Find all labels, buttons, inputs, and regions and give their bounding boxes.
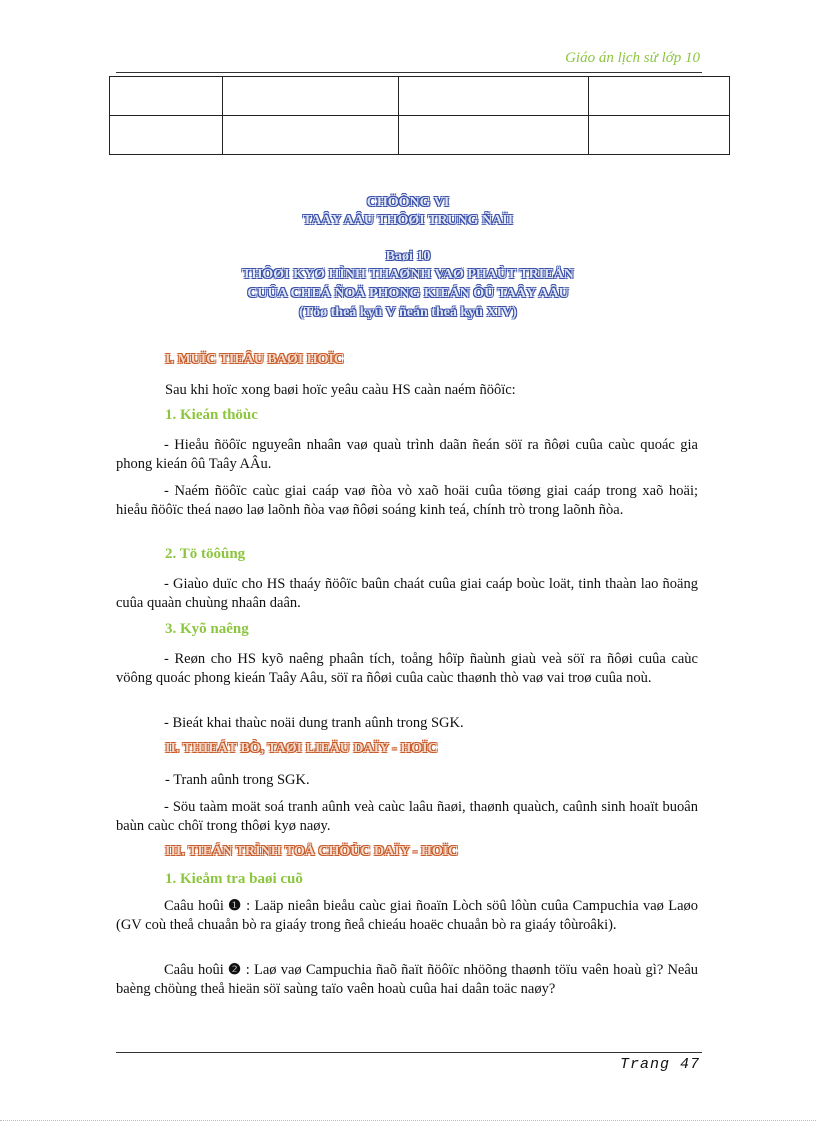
- lesson-title-line1: THÔØI KYØ HÌNH THAØNH VAØ PHAÙT TRIEÅN: [242, 267, 574, 282]
- table-row: [110, 116, 730, 155]
- table-cell: [589, 116, 730, 155]
- lesson-number: Baøi 10: [385, 249, 431, 264]
- skills-paragraph-1: - Reøn cho HS kyõ naêng phaân tích, toång hôïp ñaùnh giaù veà söï ra ñôøi cuûa caùc vöông quoác phong kieán Taây Aâu, söï ra ñôøi cuûa caùc thaønh thò vaø vai troø cuûa noù.: [116, 651, 698, 686]
- page-number: Trang 47: [619, 1056, 700, 1073]
- table-cell: [110, 116, 223, 155]
- table-cell: [223, 77, 399, 116]
- question-1-label: Caâu hoûi: [164, 898, 224, 914]
- table-cell: [223, 116, 399, 155]
- number-two-icon: ❷: [227, 962, 242, 978]
- header-title: Giáo án lịch sử lớp 10: [565, 50, 700, 66]
- ideology-paragraph: - Giaùo duïc cho HS thaáy ñöôïc baûn chaát cuûa giai caáp boùc loät, tinh thaàn lao ñoäng cuûa quaàn chuùng nhaân daân.: [116, 576, 698, 611]
- knowledge-paragraph-1: - Hieåu ñöôïc nguyeân nhaân vaø quaù trình daãn ñeán söï ra ñôøi cuûa caùc quoác gia phong kieán ôû Taây AÂu.: [116, 437, 698, 472]
- section-objectives-heading: I. MUÏC TIEÂU BAØI HOÏC: [165, 352, 345, 367]
- chapter-title: TAÂY AÂU THÔØI TRUNG ÑAÏI: [302, 213, 514, 228]
- table-row: [110, 77, 730, 116]
- table-cell: [110, 77, 223, 116]
- section-process-heading: III. TIEÁN TRÌNH TOÅ CHÖÙC DAÏY - HOÏC: [165, 844, 459, 859]
- page-bottom-divider: [0, 1120, 816, 1121]
- skills-paragraph-2: - Bieát khai thaùc noäi dung tranh aûnh trong SGK.: [164, 715, 464, 731]
- question-1-text: : Laäp nieân bieåu caùc giai ñoaïn Lòch söû lôùn cuûa Campuchia vaø Laøo (GV coù theå chuaån bò ra giaáy trong ñeå chieáu hoaëc chuaån bò ra giaáy tôùroâki).: [116, 898, 699, 933]
- number-one-icon: ❶: [228, 898, 242, 914]
- question-1: [116, 897, 698, 934]
- table-cell: [399, 77, 589, 116]
- question-2-label: Caâu hoûi: [164, 962, 224, 978]
- empty-table: [109, 76, 730, 155]
- chapter-number: CHÖÔNG VI: [366, 195, 450, 210]
- table-cell: [589, 77, 730, 116]
- footer-rule: [116, 1052, 702, 1053]
- header-rule: [116, 72, 702, 73]
- equipment-paragraph-1: - Tranh aûnh trong SGK.: [165, 772, 310, 788]
- subheading-ideology: 2. Tö töôûng: [165, 546, 246, 562]
- question-2-text: : Laø vaø Campuchia ñaõ ñaït ñöôïc nhöõng thaønh töïu vaên hoaù gì? Neâu baèng chöùng theå hieän söï saùng taïo vaên hoaù cuûa hai daân toäc naøy?: [116, 962, 699, 997]
- table-cell: [399, 116, 589, 155]
- section-equipment-heading: II. THIEÁT BÒ, TAØI LIEÄU DAÏY - HOÏC: [165, 741, 438, 756]
- lesson-period: (Töø theá kyû V ñeán theá kyû XIV): [299, 305, 517, 320]
- equipment-paragraph-2: - Söu taàm moät soá tranh aûnh veà caùc laâu ñaøi, thaønh quaùch, caûnh sinh hoaït buoân baùn caùc chôï trong thôøi kyø naøy.: [116, 799, 698, 834]
- objectives-intro: Sau khi hoïc xong baøi hoïc yeâu caàu HS caàn naém ñöôïc:: [165, 382, 516, 398]
- subheading-knowledge: 1. Kieán thöùc: [165, 407, 258, 423]
- subheading-review: 1. Kieåm tra baøi cuõ: [165, 871, 303, 887]
- subheading-skills: 3. Kyõ naêng: [165, 621, 249, 637]
- lesson-title-line2: CUÛA CHEÁ ÑOÄ PHONG KIEÁN ÔÛ TAÂY AÂU: [247, 286, 569, 301]
- knowledge-paragraph-2: - Naém ñöôïc caùc giai caáp vaø ñòa vò xaõ hoäi cuûa töøng giai caáp trong xaõ hoäi; hieåu ñöôïc theá naøo laø laõnh ñòa vaø ñôøi soáng kinh teá, chính trò trong laõnh ñòa.: [116, 483, 698, 518]
- question-2: [116, 961, 698, 998]
